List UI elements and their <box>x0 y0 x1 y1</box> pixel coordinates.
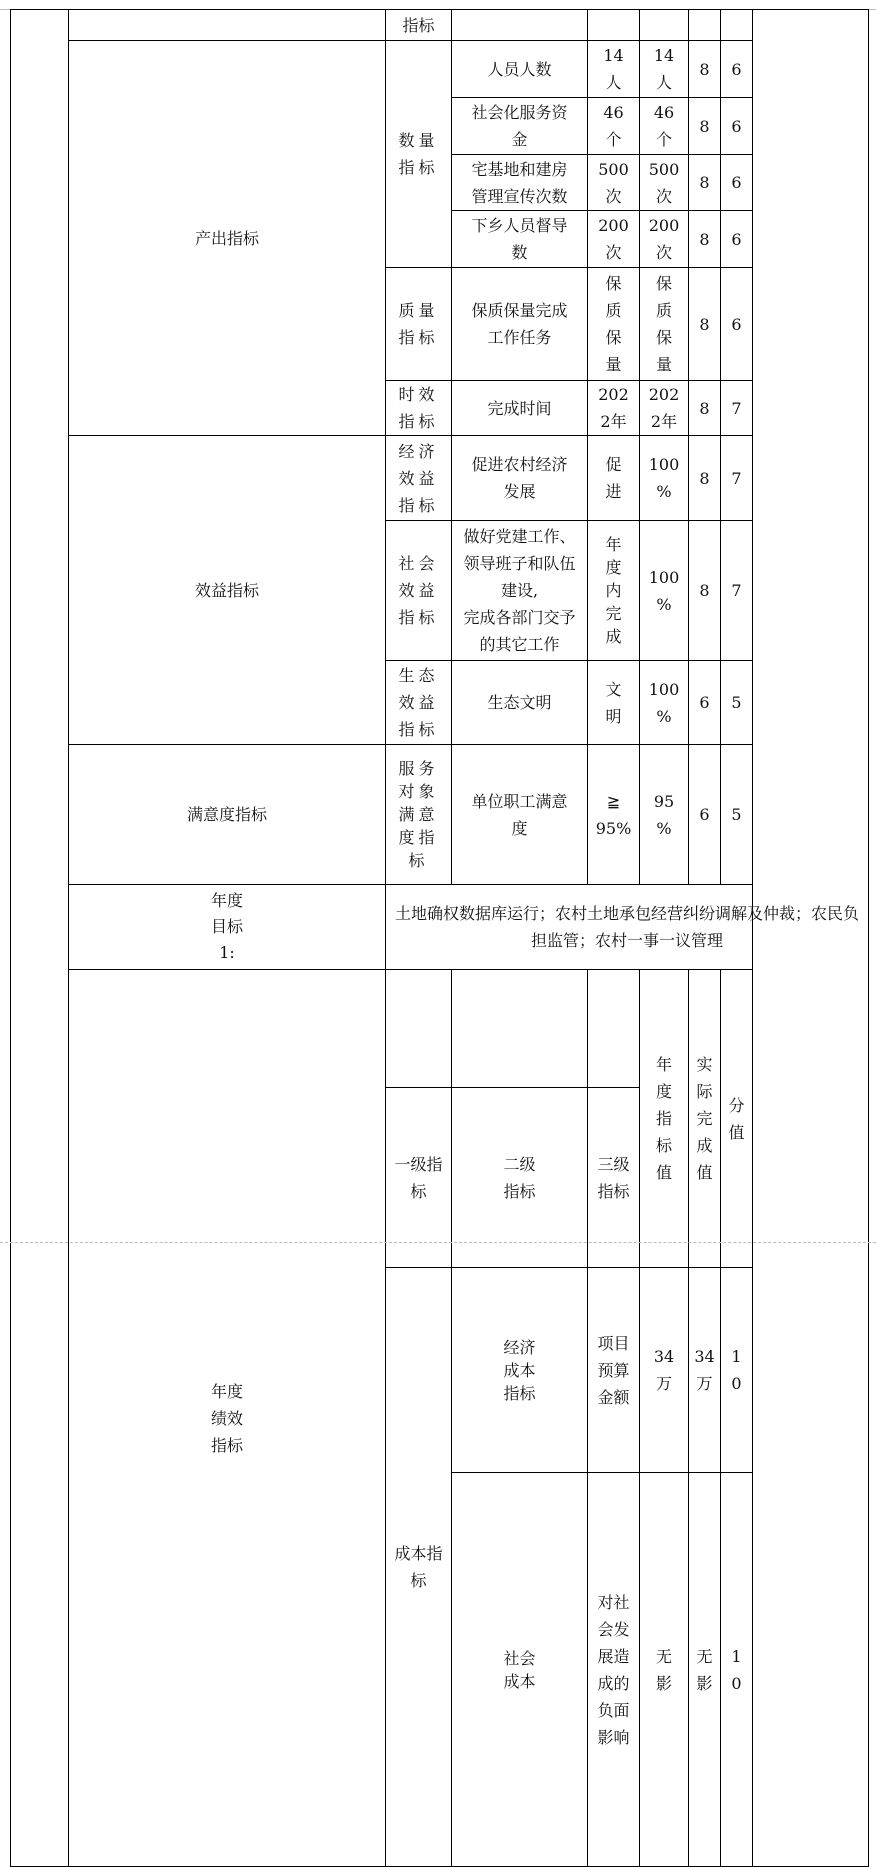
economic-benefit-label: 经济 效益 指标 <box>386 436 452 521</box>
header-target: 年 度 指 标 值 <box>640 970 689 1268</box>
cell-empty <box>588 10 640 41</box>
target-value: 500 次 <box>588 155 640 211</box>
actual-value: 46 个 <box>640 98 689 155</box>
indicator-name: 完成时间 <box>452 381 588 436</box>
actual-value: 202 2年 <box>640 381 689 436</box>
target-value: 14 人 <box>588 41 640 98</box>
actual-value: 100 % <box>640 521 689 661</box>
weight-value: 8 <box>689 41 721 98</box>
output-category: 产出指标 <box>69 41 386 436</box>
cost-category: 成本指标 <box>386 1268 452 1867</box>
weight-value: 8 <box>689 268 721 381</box>
indicator-name: 宅基地和建房 管理宣传次数 <box>452 155 588 211</box>
weight-value: 8 <box>689 521 721 661</box>
actual-value: 500 次 <box>640 155 689 211</box>
cell-empty <box>588 970 640 1088</box>
header-weight: 分 值 <box>721 970 753 1268</box>
weight-value: 1 0 <box>721 1473 753 1867</box>
actual-value: 保 质 保 量 <box>640 268 689 381</box>
indicator-name: 对社会发展造 成的负面影响 <box>588 1473 640 1867</box>
indicator-name: 保质保量完成 工作任务 <box>452 268 588 381</box>
cell-empty <box>69 10 386 41</box>
actual-value: 100 % <box>640 436 689 521</box>
actual-value: 100 % <box>640 661 689 745</box>
score-value: 5 <box>721 745 753 885</box>
header-actual: 实 际 完 成 值 <box>689 970 721 1268</box>
cell-empty <box>452 10 588 41</box>
target-value: 34 万 <box>640 1268 689 1473</box>
indicator-name: 单位职工满意 度 <box>452 745 588 885</box>
actual-value: 无 影 <box>689 1473 721 1867</box>
left-column-empty <box>11 10 69 1867</box>
performance-table <box>10 9 869 1867</box>
score-value: 5 <box>721 661 753 745</box>
actual-value: 200 次 <box>640 211 689 268</box>
indicator-name: 促进农村经济 发展 <box>452 436 588 521</box>
weight-value: 8 <box>689 211 721 268</box>
quantity-label: 数量 指标 <box>386 41 452 268</box>
actual-value: 34 万 <box>689 1268 721 1473</box>
satisfaction-category: 满意度指标 <box>69 745 386 885</box>
target-value: 保 质 保 量 <box>588 268 640 381</box>
cell-empty <box>640 10 689 41</box>
indicator-name: 下乡人员督导 数 <box>452 211 588 268</box>
weight-value: 6 <box>689 661 721 745</box>
cell-empty <box>689 10 721 41</box>
score-value: 7 <box>721 521 753 661</box>
score-value: 6 <box>721 268 753 381</box>
weight-value: 8 <box>689 381 721 436</box>
target-value: 202 2年 <box>588 381 640 436</box>
quality-label: 质量 指标 <box>386 268 452 381</box>
cell-empty <box>386 970 452 1088</box>
header-level3: 三级指标 <box>588 1088 640 1268</box>
level2-label-partial: 指标 <box>386 10 452 41</box>
goal-label: 年度 目标 1: <box>69 885 386 970</box>
weight-value: 8 <box>689 155 721 211</box>
score-value: 6 <box>721 211 753 268</box>
score-value: 7 <box>721 381 753 436</box>
indicator-name: 项目预算金额 <box>588 1268 640 1473</box>
economic-cost-label: 经济 成本 指标 <box>452 1268 588 1473</box>
target-value: 无 影 <box>640 1473 689 1867</box>
weight-value: 1 0 <box>721 1268 753 1473</box>
target-value: 促 进 <box>588 436 640 521</box>
target-value: 文 明 <box>588 661 640 745</box>
indicator-name: 人员人数 <box>452 41 588 98</box>
target-value: ≧ 95% <box>588 745 640 885</box>
cell-empty <box>452 970 588 1088</box>
social-cost-label: 社会 成本 <box>452 1473 588 1867</box>
actual-value: 14 人 <box>640 41 689 98</box>
timeliness-label: 时效 指标 <box>386 381 452 436</box>
weight-value: 6 <box>689 745 721 885</box>
header-level2: 二级 指标 <box>452 1088 588 1268</box>
weight-value: 8 <box>689 98 721 155</box>
score-value: 6 <box>721 155 753 211</box>
indicator-name: 做好党建工作、 领导班子和队伍 建设, 完成各部门交予 的其它工作 <box>452 521 588 661</box>
target-value: 年 度 内 完 成 <box>588 521 640 661</box>
target-value: 200 次 <box>588 211 640 268</box>
annual-performance-label: 年度 绩效 指标 <box>69 970 386 1867</box>
weight-value: 8 <box>689 436 721 521</box>
header-level1: 一级指标 <box>386 1088 452 1268</box>
target-value: 46 个 <box>588 98 640 155</box>
goal-text: 土地确权数据库运行；农村土地承包经营纠纷调解及仲裁；农民负担监管；农村一事一议管理 <box>386 885 869 970</box>
social-benefit-label: 社会 效益 指标 <box>386 521 452 661</box>
benefit-category: 效益指标 <box>69 436 386 745</box>
indicator-name: 社会化服务资 金 <box>452 98 588 155</box>
actual-value: 95 % <box>640 745 689 885</box>
score-value: 6 <box>721 98 753 155</box>
score-value: 7 <box>721 436 753 521</box>
score-value: 6 <box>721 41 753 98</box>
satisfaction-label: 服务 对象 满意 度指 标 <box>386 745 452 885</box>
indicator-name: 生态文明 <box>452 661 588 745</box>
ecological-benefit-label: 生态 效益 指标 <box>386 661 452 745</box>
cell-empty <box>721 10 753 41</box>
